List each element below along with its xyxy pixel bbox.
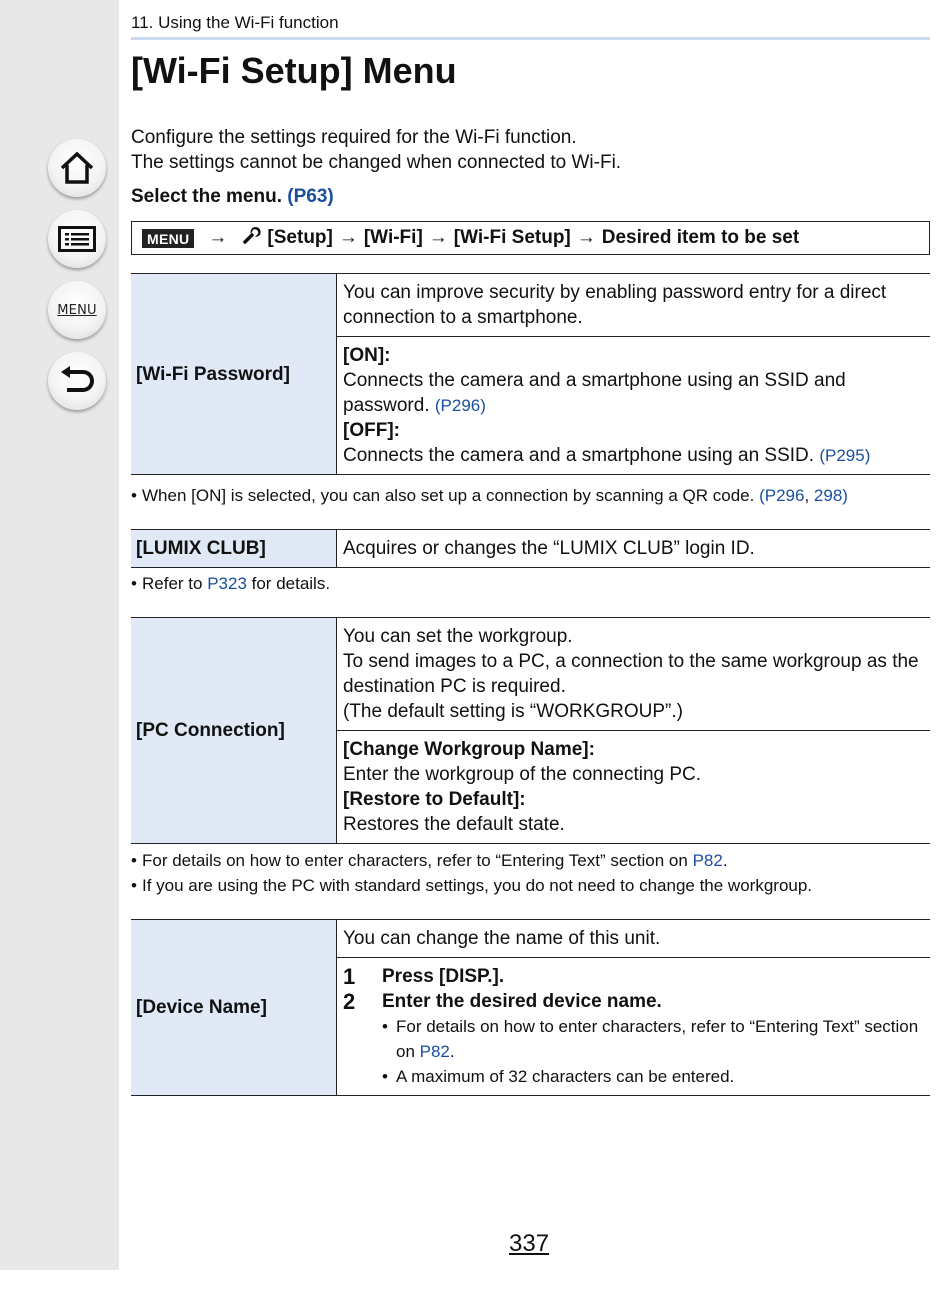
section-header: 11. Using the Wi-Fi function	[131, 13, 339, 32]
note-text: When [ON] is selected, you can also set up a connection by scanning a QR code.	[142, 486, 755, 505]
setting-description: You can change the name of this unit.	[337, 920, 931, 958]
setting-name: [Wi-Fi Password]	[131, 274, 337, 475]
device-name-table	[131, 919, 930, 1096]
bullet: •	[131, 876, 137, 895]
note-entering-text	[131, 848, 812, 873]
note-text: For details on how to enter characters, refer to “Entering Text” section on	[142, 851, 693, 870]
path-step-desired-item: Desired item to be set	[601, 227, 800, 248]
note-text: If you are using the PC with standard settings, you do not need to change the workgroup.	[142, 876, 813, 895]
step-number: 1	[343, 964, 356, 989]
qr-code-note	[131, 483, 848, 508]
home-icon	[59, 151, 95, 185]
setting-options	[337, 337, 931, 475]
menu-button-label: MENU	[57, 302, 97, 318]
p298-link[interactable]: 298)	[813, 486, 848, 505]
option-on-label: [ON]:	[343, 345, 391, 366]
pc-connection-notes	[131, 848, 812, 898]
step-number: 2	[343, 989, 356, 1014]
p323-link[interactable]: P323	[207, 574, 247, 593]
lumix-club-table	[131, 529, 930, 568]
note-text: for details.	[246, 574, 331, 593]
select-menu-label: Select the menu.	[131, 186, 282, 207]
step-text: Press [DISP.].	[382, 966, 505, 987]
description-line: To send images to a PC, a connection to the same workgroup as the destination PC is required.	[343, 651, 919, 697]
option-change-workgroup-label: [Change Workgroup Name]:	[343, 739, 595, 760]
intro-line-1: Configure the settings required for the Wi-Fi function.	[131, 127, 577, 148]
note-text: Refer to	[142, 574, 208, 593]
bullet: •	[131, 574, 137, 593]
intro-text	[131, 125, 621, 175]
step-2	[343, 989, 924, 1014]
step-sub-note	[343, 1064, 924, 1089]
path-step-wifi-setup: [Wi-Fi Setup]	[453, 227, 571, 248]
option-on-description	[343, 368, 924, 418]
sub-note-text	[396, 1014, 924, 1064]
bullet: •	[382, 1017, 388, 1036]
return-arrow-icon	[59, 366, 95, 396]
sub-note-text: A maximum of 32 characters can be entered.	[396, 1067, 735, 1086]
path-arrow: →	[428, 227, 448, 248]
step-1	[343, 964, 924, 989]
p82-link[interactable]: P82	[419, 1042, 450, 1061]
p296-link[interactable]: (P296)	[434, 396, 486, 415]
note-text: .	[722, 851, 728, 870]
note-text: For details on how to enter characters, refer to “Entering Text” section on	[396, 1017, 919, 1061]
description-line: You can set the workgroup.	[343, 626, 573, 647]
contents-list-button[interactable]	[48, 210, 106, 268]
back-button[interactable]	[48, 352, 106, 410]
option-off-description	[343, 443, 924, 468]
setting-name: [Device Name]	[131, 920, 337, 1096]
wifi-password-table	[131, 273, 930, 475]
option-change-workgroup-text: Enter the workgroup of the connecting PC.	[343, 764, 702, 785]
p82-link[interactable]: P82	[692, 851, 723, 870]
header-divider	[131, 37, 930, 40]
setting-name: [LUMIX CLUB]	[131, 530, 337, 568]
home-button[interactable]	[48, 139, 106, 197]
bullet: •	[131, 486, 137, 505]
menu-list-button[interactable]	[48, 281, 106, 339]
setting-name: [PC Connection]	[131, 618, 337, 844]
menu-key-icon: MENU	[142, 229, 194, 248]
path-step-wifi: [Wi-Fi]	[363, 227, 423, 248]
p295-link[interactable]: (P295)	[819, 446, 871, 465]
path-arrow: →	[208, 227, 228, 248]
option-restore-default-label: [Restore to Default]:	[343, 789, 526, 810]
ref-separator: ,	[804, 486, 814, 505]
step-text: Enter the desired device name.	[382, 991, 662, 1012]
path-arrow: →	[338, 227, 358, 248]
setting-description: You can improve security by enabling password entry for a direct connection to a smartphone.	[337, 274, 931, 337]
list-icon	[58, 226, 96, 252]
bullet: •	[382, 1067, 388, 1086]
option-on-text: Connects the camera and a smartphone using an SSID and password.	[343, 370, 846, 416]
nav-sidebar	[0, 0, 119, 1270]
pc-connection-table	[131, 617, 930, 844]
step-sub-note	[343, 1014, 924, 1064]
select-menu-page-link[interactable]: (P63)	[287, 186, 334, 207]
description-line: (The default setting is “WORKGROUP”.)	[343, 701, 683, 722]
option-restore-default-text: Restores the default state.	[343, 814, 565, 835]
bullet: •	[131, 851, 137, 870]
menu-path-box	[131, 221, 930, 255]
setting-description	[337, 618, 931, 731]
path-step-setup: [Setup]	[267, 227, 333, 248]
p296-link[interactable]: (P296	[759, 486, 805, 505]
setting-steps	[337, 958, 931, 1096]
setting-description: Acquires or changes the “LUMIX CLUB” login ID.	[337, 530, 931, 568]
select-menu-instruction	[131, 186, 334, 208]
page-number: 337	[509, 1230, 550, 1257]
intro-line-2: The settings cannot be changed when connected to Wi-Fi.	[131, 152, 622, 173]
setting-options	[337, 731, 931, 844]
path-arrow: →	[576, 227, 596, 248]
note-standard-settings	[131, 873, 812, 898]
lumix-club-note	[131, 571, 330, 596]
page-title: [Wi-Fi Setup] Menu	[131, 50, 457, 91]
wrench-icon	[243, 226, 261, 250]
option-off-text: Connects the camera and a smartphone using an SSID.	[343, 445, 815, 466]
note-text: .	[449, 1042, 455, 1061]
option-off-label: [OFF]:	[343, 420, 400, 441]
